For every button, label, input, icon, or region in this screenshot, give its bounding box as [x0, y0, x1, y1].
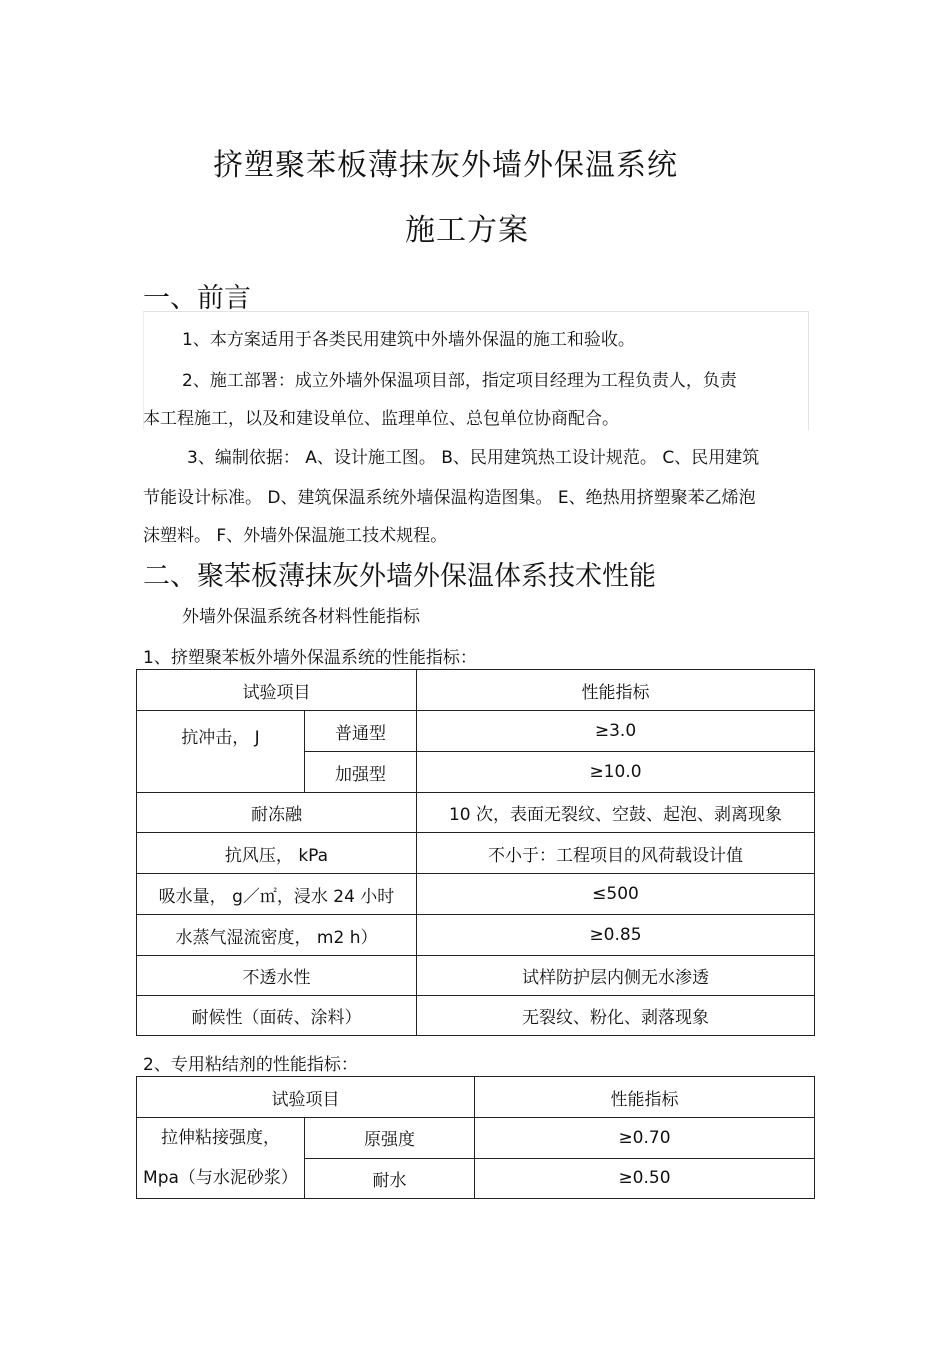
row-value: 不小于：工程项目的风荷载设计值 — [417, 833, 815, 874]
row-value: ≤500 — [417, 874, 815, 915]
table-header-value: 性能指标 — [475, 1077, 815, 1118]
impact-normal-value: ≥3.0 — [417, 711, 815, 752]
table-header-row — [137, 1077, 815, 1118]
intro-paragraph-2-line2: 本工程施工，以及和建设单位、监理单位、总包单位协商配合。 — [143, 409, 619, 429]
table-row — [137, 711, 815, 752]
table-row — [137, 793, 815, 833]
performance-table-adhesive — [136, 1076, 815, 1199]
impact-reinforced-label: 加强型 — [305, 752, 417, 793]
tensile-strength-label-line2: Mpa（与水泥砂浆） — [143, 1168, 298, 1188]
performance-table-system — [136, 669, 815, 1036]
original-strength-value: ≥0.70 — [475, 1118, 815, 1159]
intro-paragraph-3-line1: 3、编制依据： A、设计施工图。 B、民用建筑热工设计规范。 C、民用建筑 — [187, 448, 760, 468]
section2-subheading: 外墙外保温系统各材料性能指标 — [182, 607, 420, 627]
row-item: 抗风压， kPa — [137, 833, 417, 874]
row-value: 10 次，表面无裂纹、空鼓、起泡、剥离现象 — [417, 793, 815, 833]
table-header-item: 试验项目 — [137, 670, 417, 711]
impact-label: 抗冲击， J — [137, 711, 305, 793]
table-row — [137, 1118, 815, 1159]
table-row — [137, 996, 815, 1036]
table-row — [137, 915, 815, 956]
tensile-strength-label-line1: 拉伸粘接强度， — [161, 1128, 280, 1148]
document-title-line1: 挤塑聚苯板薄抹灰外墙外保温系统 — [213, 148, 678, 183]
table2-caption: 2、专用粘结剂的性能指标： — [143, 1055, 358, 1075]
table-row — [137, 956, 815, 996]
row-item: 不透水性 — [137, 956, 417, 996]
intro-paragraph-1: 1、本方案适用于各类民用建筑中外墙外保温的施工和验收。 — [182, 330, 635, 350]
table1-caption: 1、挤塑聚苯板外墙外保温系统的性能指标： — [143, 648, 477, 668]
row-value: ≥0.85 — [417, 915, 815, 956]
tensile-strength-label — [137, 1118, 305, 1199]
intro-paragraph-2-line1: 2、施工部署：成立外墙外保温项目部，指定项目经理为工程负责人，负责 — [182, 371, 737, 391]
table-row — [137, 874, 815, 915]
water-resistance-label: 耐水 — [305, 1158, 475, 1199]
table-header-item: 试验项目 — [137, 1077, 475, 1118]
section1-heading: 一、前言 — [143, 283, 251, 314]
intro-paragraph-3-line3: 沫塑料。 F、外墙外保温施工技术规程。 — [143, 526, 448, 546]
table-header-row — [137, 670, 815, 711]
impact-normal-label: 普通型 — [305, 711, 417, 752]
table-row — [137, 833, 815, 874]
intro-paragraph-3-line2: 节能设计标准。 D、建筑保温系统外墙保温构造图集。 E、绝热用挤塑聚苯乙烯泡 — [143, 488, 756, 508]
water-resistance-value: ≥0.50 — [475, 1158, 815, 1199]
section2-heading: 二、聚苯板薄抹灰外墙外保温体系技术性能 — [143, 561, 656, 592]
row-item: 水蒸气湿流密度， m2 h） — [137, 915, 417, 956]
document-title-line2: 施工方案 — [405, 213, 529, 248]
table-header-value: 性能指标 — [417, 670, 815, 711]
original-strength-label: 原强度 — [305, 1118, 475, 1159]
row-value: 无裂纹、粉化、剥落现象 — [417, 996, 815, 1036]
impact-reinforced-value: ≥10.0 — [417, 752, 815, 793]
row-item: 耐候性（面砖、涂料） — [137, 996, 417, 1036]
row-value: 试样防护层内侧无水渗透 — [417, 956, 815, 996]
row-item: 吸水量， g／㎡，浸水 24 小时 — [137, 874, 417, 915]
row-item: 耐冻融 — [137, 793, 417, 833]
